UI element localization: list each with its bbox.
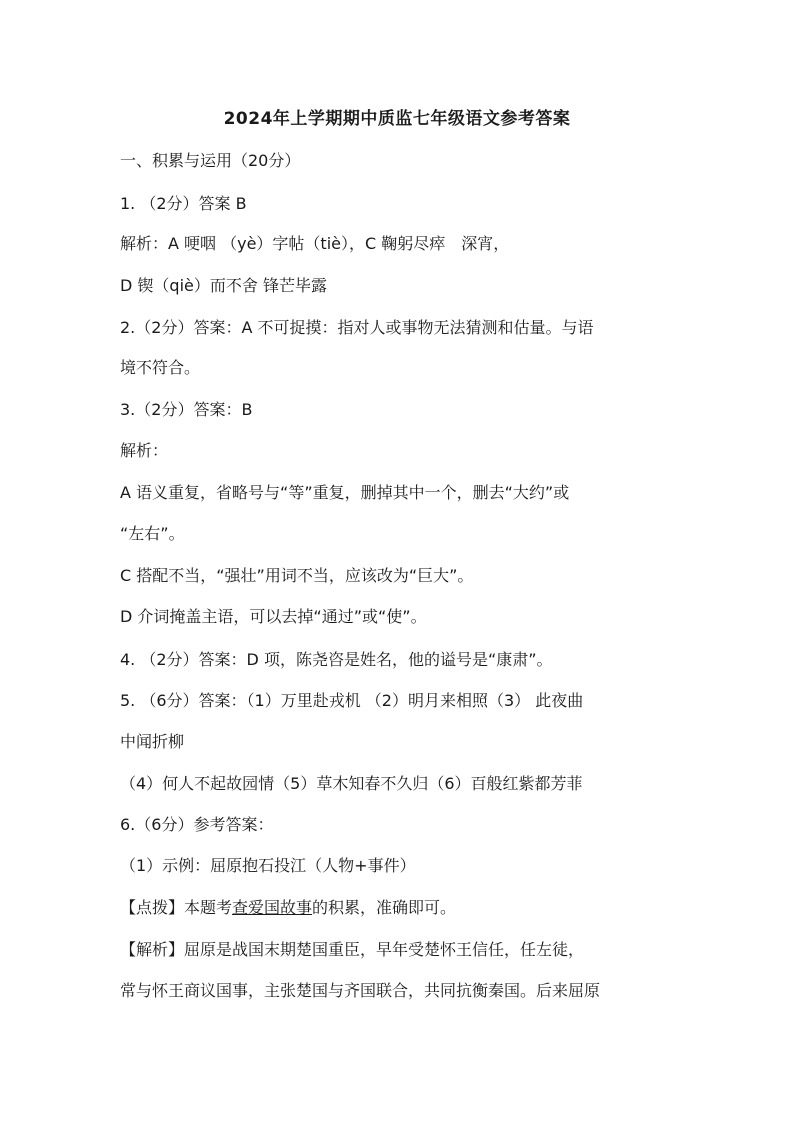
answer-line: 4. （2分）答案：D 项，陈尧咨是姓名，他的谥号是“康肃”。 [120,650,553,669]
hint-suffix: 的积累，准确即可。 [312,898,457,917]
answer-line: 境不符合。 [120,358,201,377]
answer-line: （4）何人不起故园情（5）草木知春不久归（6）百般红紫都芳菲 [120,774,583,793]
answer-line: 5. （6分）答案：（1）万里赴戎机 （2）明月来相照（3） 此夜曲 [120,691,584,710]
answer-line: 1. （2分）答案 B [120,194,247,213]
hint-underlined-text: 查爱国故事 [232,898,313,917]
answer-line: C 搭配不当，“强壮”用词不当，应该改为“巨大”。 [120,566,474,585]
analysis-line: 【解析】屈原是战国末期楚国重臣，早年受楚怀王信任，任左徒， [120,940,585,959]
answer-line: 中闻折柳 [120,732,185,751]
hint-prefix: 【点拨】本题考 [120,898,233,917]
answer-line: 解析：A 哽咽 （yè）字帖（tiè），C 鞠躬尽瘁 深宵， [120,234,510,253]
answer-line: 3.（2分）答案：B [120,400,253,419]
answer-line: 6.（6分）参考答案： [120,815,274,834]
answer-line: A 语义重复，省略号与“等”重复，删掉其中一个，删去“大约”或 [120,483,570,502]
page-title: 2024年上学期期中质监七年级语文参考答案 [223,109,571,129]
hint-line [120,897,690,919]
answer-line: 2.（2分）答案：A 不可捉摸：指对人或事物无法猜测和估量。与语 [120,318,594,337]
section-heading: 一、积累与运用（20分） [120,151,301,170]
analysis-line: 常与怀王商议国事，主张楚国与齐国联合，共同抗衡秦国。后来屈原 [120,981,601,1000]
answer-line: 解析： [120,441,169,460]
answer-line: D 锲（qiè）而不舍 锋芒毕露 [120,276,327,295]
answer-line: “左右”。 [120,524,185,543]
answer-line: D 介词掩盖主语，可以去掉“通过”或“使”。 [120,607,427,626]
answer-line: （1）示例：屈原抱石投江（人物+事件） [120,856,416,875]
